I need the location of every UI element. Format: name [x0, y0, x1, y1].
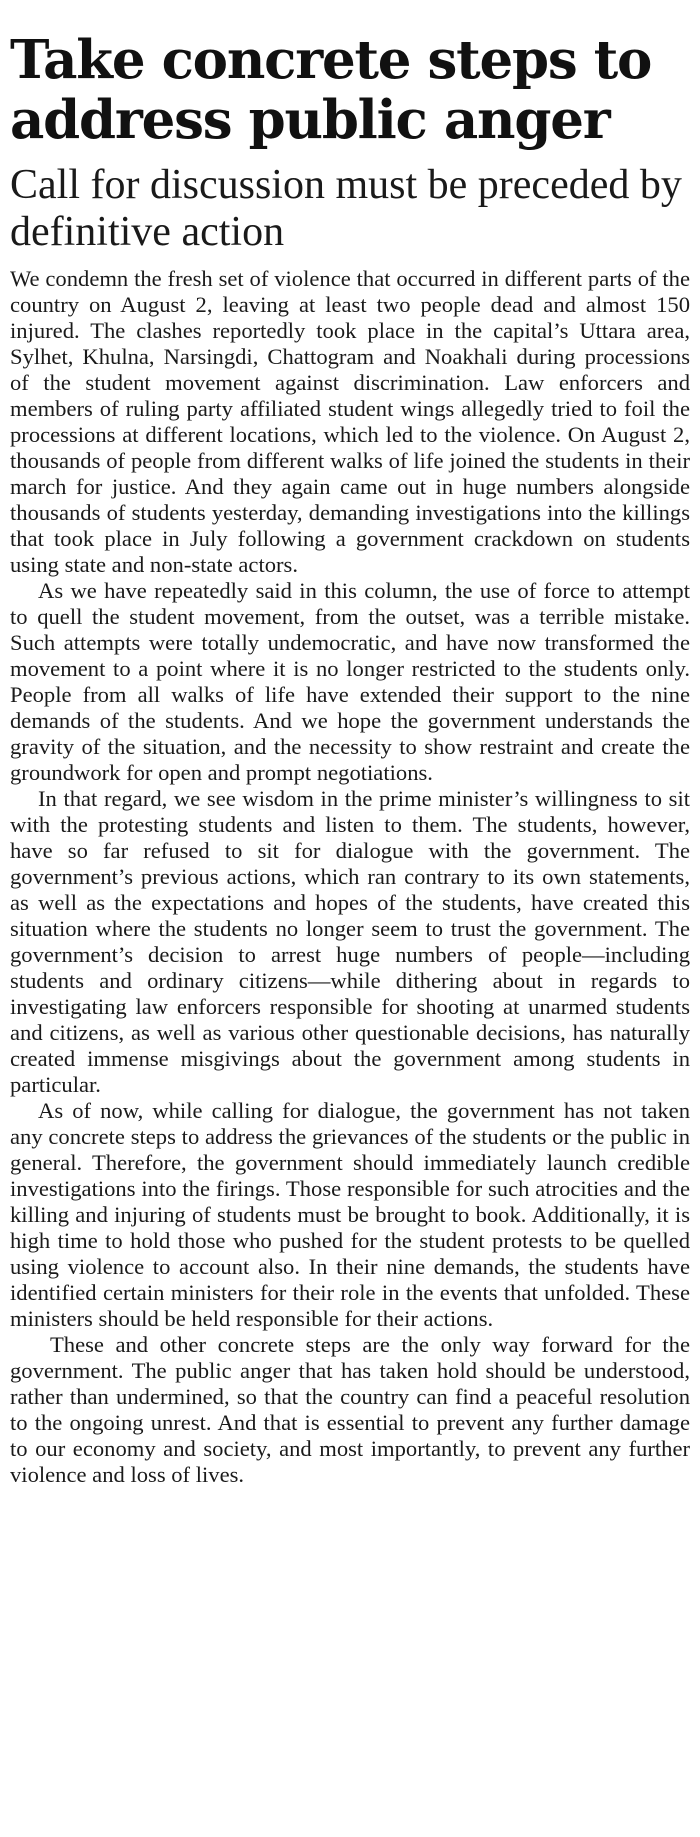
paragraph: As we have repeatedly said in this column, the use of force to attempt to quell the student movement, from the outset, was a terrible mistake. Such attempts were totally undemocratic, and have now transformed the movement to a point where it is no longer restricted to the students only. People from all walks of life have extended their support to the nine demands of the students. And we hope the government understands the gravity of the situation, and the necessity to show restraint and create the groundwork for open and prompt negotiations.	[10, 578, 690, 785]
editorial-article	[10, 0, 690, 1488]
paragraph: As of now, while calling for dialogue, the government has not taken any concrete steps to address the grievances of the students or the public in general. Therefore, the government should immediately launch credible investigations into the firings. Those responsible for such atrocities and the killing and injuring of students must be brought to book. Additionally, it is high time to hold those who pushed for the student protests to be quelled using violence to account also. In their nine demands, the students have identified certain ministers for their role in the events that unfolded. These ministers should be held responsible for their actions.	[10, 1098, 690, 1331]
paragraph: These and other concrete steps are the only way forward for the government. The public anger that has taken hold should be understood, rather than undermined, so that the country can find a peaceful resolution to the ongoing unrest. And that is essential to prevent any further damage to our economy and society, and most importantly, to prevent any further violence and loss of lives.	[10, 1332, 690, 1487]
paragraph: In that regard, we see wisdom in the prime minister’s willingness to sit with the protesting students and listen to them. The students, however, have so far refused to sit for dialogue with the government. The government’s previous actions, which ran contrary to its own statements, as well as the expectations and hopes of the students, have created this situation where the students no longer seem to trust the government. The government’s decision to arrest huge numbers of people—including students and ordinary citizens—while dithering about in regards to investigating law enforcers responsible for shooting at unarmed students and citizens, as well as various other questionable decisions, has naturally created immense misgivings about the government among students in particular.	[10, 786, 690, 1097]
subheadline: Call for discussion must be preceded by definitive action	[10, 162, 682, 255]
headline: Take concrete steps to address public anger	[10, 29, 652, 151]
paragraph: We condemn the fresh set of violence that occurred in different parts of the country on August 2, leaving at least two people dead and almost 150 injured. The clashes reportedly took place in the capital’s Uttara area, Sylhet, Khulna, Narsingdi, Chattogram and Noakhali during processions of the student movement against discrimination. Law enforcers and members of ruling party affiliated student wings allegedly tried to foil the processions at different locations, which led to the violence. On August 2, thousands of people from different walks of life joined the students in their march for justice. And they again came out in huge numbers alongside thousands of students yesterday, demanding investigations into the killings that took place in July following a government crackdown on students using state and non-state actors.	[10, 266, 690, 577]
article-body	[10, 266, 690, 1488]
